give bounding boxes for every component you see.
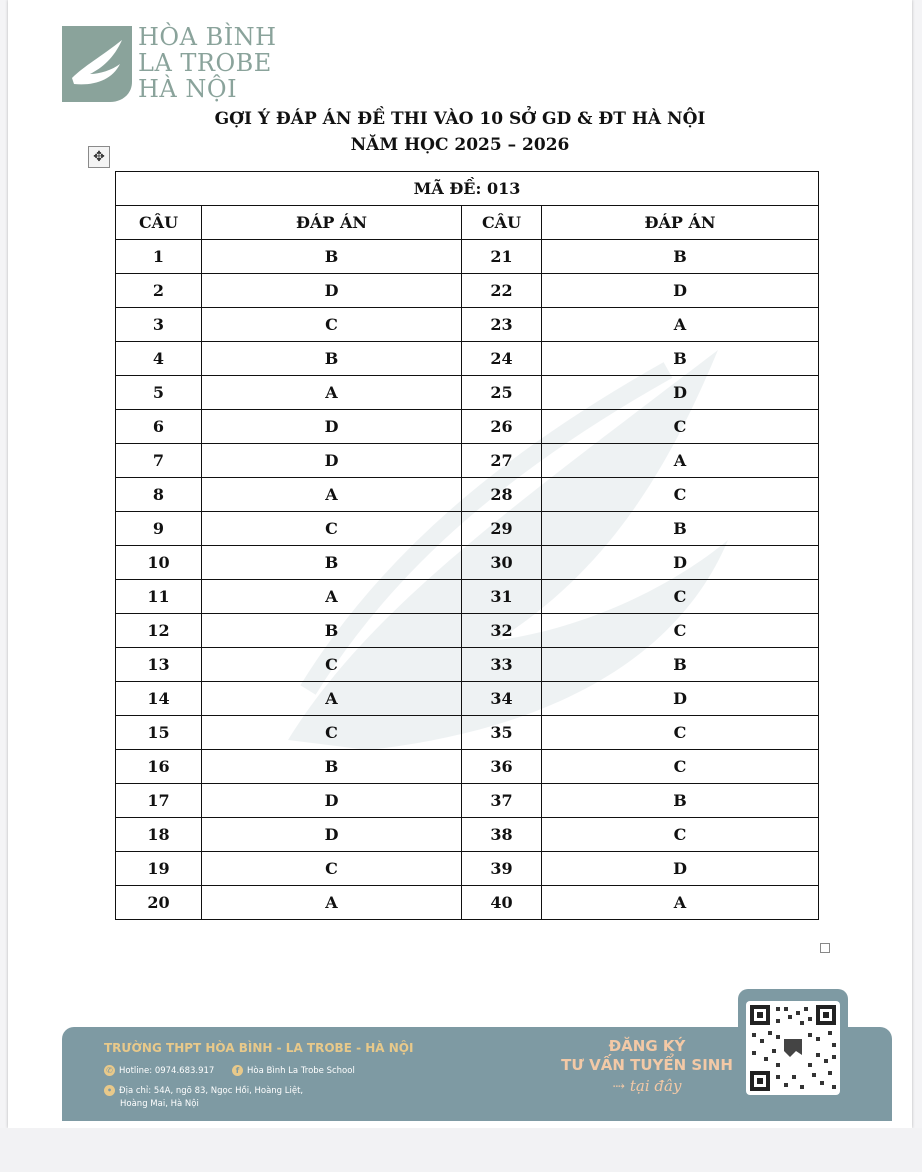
question-number: 2 [116, 274, 202, 308]
answer-letter: B [202, 614, 462, 648]
phone-icon: ✆ [104, 1065, 115, 1076]
table-row [116, 444, 819, 478]
table-row [116, 512, 819, 546]
answer-letter: C [202, 648, 462, 682]
school-logo-text [138, 24, 277, 102]
table-row [116, 614, 819, 648]
answer-letter: A [202, 886, 462, 920]
table-row [116, 376, 819, 410]
footer-address-row [104, 1085, 303, 1096]
question-number: 39 [462, 852, 542, 886]
answer-letter: C [202, 716, 462, 750]
answer-letter: B [202, 546, 462, 580]
qr-code-panel [738, 989, 848, 1109]
answer-letter: B [202, 750, 462, 784]
table-row [116, 546, 819, 580]
header-question-2: CÂU [462, 206, 542, 240]
location-pin-icon: • [104, 1085, 115, 1096]
answer-letter: C [542, 580, 819, 614]
answer-letter: D [202, 274, 462, 308]
register-cta[interactable] [552, 1037, 742, 1095]
answer-letter: B [542, 240, 819, 274]
facebook-icon: f [232, 1065, 243, 1076]
cta-line-1: ĐĂNG KÝ [608, 1037, 686, 1055]
answer-letter: D [542, 852, 819, 886]
page-title: GỢI Ý ĐÁP ÁN ĐỀ THI VÀO 10 SỞ GD & ĐT HÀ NỘI [214, 109, 706, 129]
question-number: 18 [116, 818, 202, 852]
arrow-right-icon: ⇢ [612, 1077, 630, 1095]
question-number: 31 [462, 580, 542, 614]
question-number: 23 [462, 308, 542, 342]
answer-letter: B [542, 512, 819, 546]
question-number: 6 [116, 410, 202, 444]
question-number: 13 [116, 648, 202, 682]
table-row [116, 274, 819, 308]
question-number: 20 [116, 886, 202, 920]
answer-letter: C [542, 410, 819, 444]
qr-code-icon[interactable] [746, 1001, 840, 1095]
answer-letter: D [202, 410, 462, 444]
exam-code: MÃ ĐỀ: 013 [116, 172, 819, 206]
header-answer-2: ĐÁP ÁN [542, 206, 819, 240]
table-resize-handle[interactable] [820, 943, 830, 953]
question-number: 26 [462, 410, 542, 444]
answer-letter: A [202, 478, 462, 512]
table-row [116, 308, 819, 342]
question-number: 34 [462, 682, 542, 716]
answer-letter: A [542, 886, 819, 920]
question-number: 9 [116, 512, 202, 546]
question-number: 15 [116, 716, 202, 750]
answer-letter: C [202, 512, 462, 546]
footer-address-row-2 [120, 1099, 199, 1109]
answer-letter: D [542, 546, 819, 580]
question-number: 27 [462, 444, 542, 478]
answer-letter: D [542, 376, 819, 410]
answer-letter: D [202, 818, 462, 852]
footer-hotline: Hotline: 0974.683.917 [119, 1065, 215, 1076]
table-move-handle-icon[interactable]: ✥ [88, 146, 110, 168]
answer-letter: B [542, 784, 819, 818]
answer-letter: D [202, 784, 462, 818]
question-number: 32 [462, 614, 542, 648]
answer-letter: D [542, 274, 819, 308]
table-row [116, 716, 819, 750]
question-number: 28 [462, 478, 542, 512]
question-number: 16 [116, 750, 202, 784]
question-number: 1 [116, 240, 202, 274]
table-row [116, 750, 819, 784]
answer-letter: A [542, 444, 819, 478]
answer-letter: B [542, 342, 819, 376]
table-row [116, 682, 819, 716]
question-number: 36 [462, 750, 542, 784]
answer-letter: C [202, 308, 462, 342]
question-number: 37 [462, 784, 542, 818]
question-number: 19 [116, 852, 202, 886]
cta-line-3 [552, 1077, 742, 1095]
header-question-1: CÂU [116, 206, 202, 240]
question-number: 7 [116, 444, 202, 478]
footer-facebook-row [232, 1065, 355, 1076]
question-number: 4 [116, 342, 202, 376]
table-row [116, 478, 819, 512]
logo-line-3: HÀ NỘI [138, 75, 238, 103]
answer-letter: B [542, 648, 819, 682]
table-row [116, 580, 819, 614]
answer-letter: D [542, 682, 819, 716]
question-number: 35 [462, 716, 542, 750]
question-number: 33 [462, 648, 542, 682]
answer-letter: C [542, 614, 819, 648]
question-number: 11 [116, 580, 202, 614]
question-number: 25 [462, 376, 542, 410]
answer-letter: A [542, 308, 819, 342]
question-number: 22 [462, 274, 542, 308]
footer-facebook: Hòa Bình La Trobe School [247, 1065, 355, 1076]
answer-letter: D [202, 444, 462, 478]
page-subtitle: NĂM HỌC 2025 – 2026 [350, 135, 570, 155]
question-number: 10 [116, 546, 202, 580]
answer-table [115, 171, 819, 920]
answer-letter: C [542, 716, 819, 750]
question-number: 29 [462, 512, 542, 546]
viewer-bottom-area [0, 1128, 922, 1172]
document-page [8, 0, 912, 1128]
question-number: 17 [116, 784, 202, 818]
question-number: 38 [462, 818, 542, 852]
answer-letter: A [202, 682, 462, 716]
question-number: 40 [462, 886, 542, 920]
table-row [116, 342, 819, 376]
table-row [116, 852, 819, 886]
answer-letter: B [202, 240, 462, 274]
table-row [116, 886, 819, 920]
cta-here-text: tại đây [629, 1077, 682, 1095]
table-row [116, 410, 819, 444]
logo-line-1: HÒA BÌNH [138, 23, 277, 51]
question-number: 21 [462, 240, 542, 274]
answer-table-body [116, 240, 819, 920]
cta-line-2: TƯ VẤN TUYỂN SINH [561, 1056, 733, 1074]
header-answer-1: ĐÁP ÁN [202, 206, 462, 240]
question-number: 3 [116, 308, 202, 342]
table-row [116, 648, 819, 682]
question-number: 5 [116, 376, 202, 410]
school-logo-icon [62, 26, 132, 102]
answer-letter: C [542, 750, 819, 784]
table-row [116, 818, 819, 852]
answer-letter: A [202, 580, 462, 614]
answer-letter: A [202, 376, 462, 410]
table-row [116, 784, 819, 818]
question-number: 24 [462, 342, 542, 376]
footer-hotline-row [104, 1065, 214, 1076]
question-number: 14 [116, 682, 202, 716]
footer-address-2: Hoàng Mai, Hà Nội [120, 1099, 199, 1109]
answer-letter: C [542, 818, 819, 852]
footer-school-name: TRƯỜNG THPT HÒA BÌNH - LA TROBE - HÀ NỘI [104, 1041, 414, 1055]
footer-address-1: Địa chỉ: 54A, ngõ 83, Ngọc Hồi, Hoàng Liệt, [119, 1085, 304, 1096]
question-number: 12 [116, 614, 202, 648]
question-number: 8 [116, 478, 202, 512]
answer-letter: C [542, 478, 819, 512]
answer-letter: C [202, 852, 462, 886]
table-row [116, 240, 819, 274]
logo-line-2: LA TROBE [138, 49, 272, 77]
answer-letter: B [202, 342, 462, 376]
question-number: 30 [462, 546, 542, 580]
